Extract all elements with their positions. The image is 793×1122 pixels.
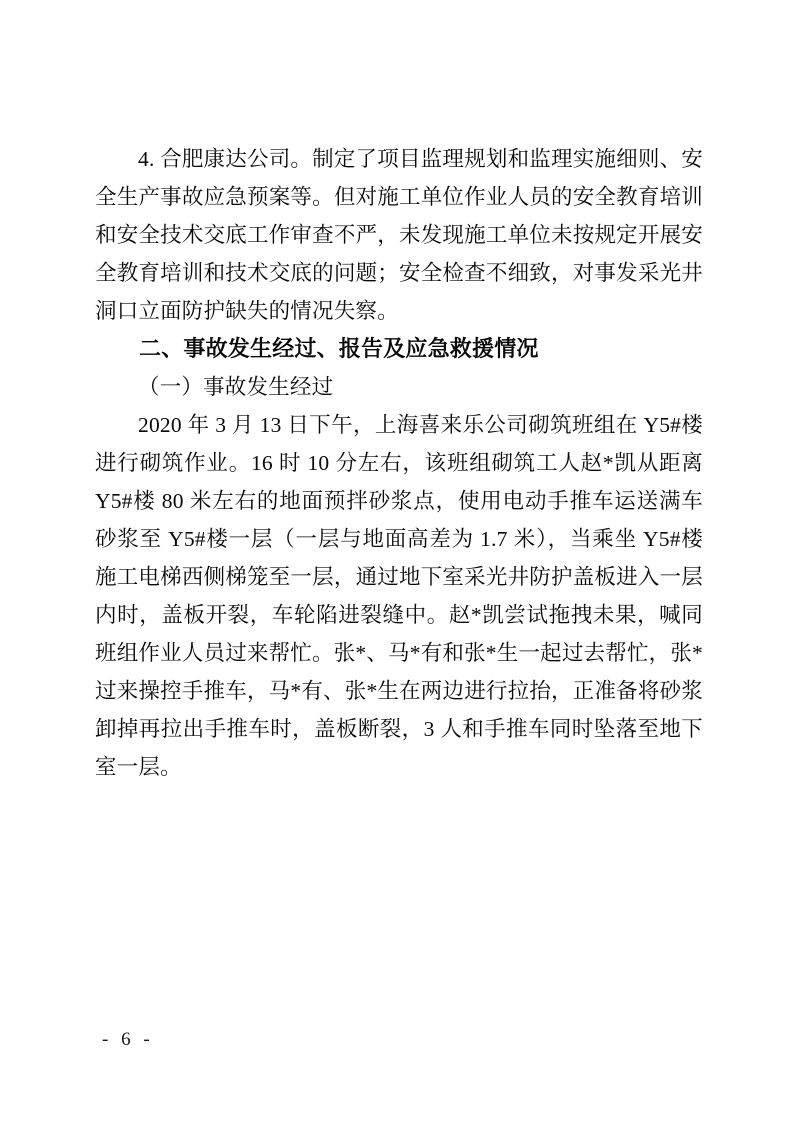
paragraph-supervision-company: 4. 合肥康达公司。制定了项目监理规划和监理实施细则、安全生产事故应急预案等。但对施工单位作业人员的安全教育培训和安全技术交底工作审查不严，未发现施工单位未按规定开展安全教育培训和技术交底的问题；安全检查不细致，对事发采光井洞口立面防护缺失的情况失察。 [95,147,703,323]
text-block [95,140,703,786]
paragraph-accident-narrative: 2020 年 3 月 13 日下午，上海喜来乐公司砌筑班组在 Y5#楼进行砌筑作业。16 时 10 分左右，该班组砌筑工人赵*凯从距离 Y5#楼 80 米左右的地面预拌砂浆点，使用电动手推车运送满车砂浆至 Y5#楼一层（一层与地面高差为 1.7 米），当乘坐 Y5#楼施工电梯西侧梯笼至一层，通过地下室采光井防护盖板进入一层内时，盖板开裂，车轮陷进裂缝中。赵*凯尝试拖拽未果，喊同班组作业人员过来帮忙。张*、马*有和张*生一起过去帮忙，张*过来操控手推车，马*有、张*生在两边进行拉抬，正准备将砂浆卸掉再拉出手推车时，盖板断裂，3 人和手推车同时坠落至地下室一层。 [95,413,704,779]
page-number: - 6 - [102,1029,154,1050]
subsection-heading: （一）事故发生经过 [138,375,334,399]
section-heading: 二、事故发生经过、报告及应急救援情况 [139,336,539,361]
